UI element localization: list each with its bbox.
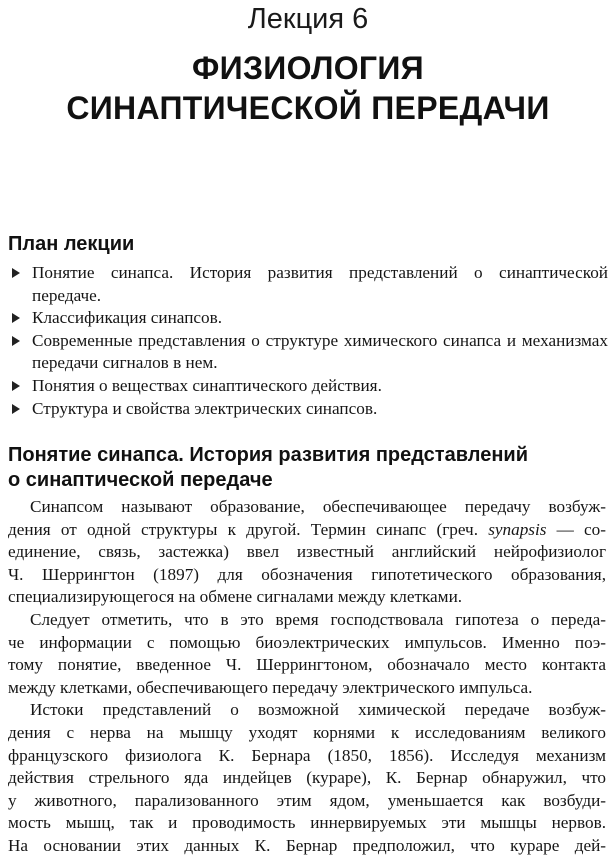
section-body (8, 496, 606, 858)
paragraph-line: французского физиолога К. Бернара (1850, 1856). Исследуя механизм (8, 745, 606, 765)
section-heading-line-1: Понятие синапса. История развития представлений (8, 444, 528, 466)
plan-item-text: Понятия о веществах синаптического действия. (32, 375, 382, 395)
paragraph-line: специализирующегося на обмене сигналами между клетками. (8, 587, 463, 607)
paragraph-line: Ч. Шеррингтон (1897) для обозначения гипотетического образования, (8, 564, 606, 584)
plan-item-text: Современные представления о структуре химического синапса и механизмах передачи сигналов в нем. (32, 330, 608, 373)
paragraph-line: Синапсом называют образование, обеспечивающее передачу возбуж- (30, 497, 606, 516)
plan-item (8, 262, 608, 307)
paragraph-line: между клетками, обеспечивающего передачу электрического импульса. (8, 677, 533, 697)
bullet-triangle-icon (12, 313, 20, 323)
plan-heading: План лекции (8, 233, 135, 255)
paragraph-line: тому понятие, введенное Ч. Шеррингтоном, обозначало место контакта (8, 655, 606, 675)
bullet-triangle-icon (12, 404, 20, 414)
paragraph-line: мость мышц, так и проводимость иннервируемых эти мышцы нервов. (8, 813, 606, 833)
plan-item-text: Понятие синапса. История развития представлений о синаптической передаче. (32, 263, 608, 305)
bullet-triangle-icon (12, 336, 20, 346)
plan-item (8, 375, 608, 398)
paragraph-line: Следует отметить, что в это время господствовала гипотеза о переда- (30, 609, 606, 629)
paragraph-line: дения с нерва на мышцу уходят корнями к исследованиям великого (8, 722, 606, 742)
plan-item (8, 307, 608, 330)
lecture-title-line-2: СИНАПТИЧЕСКОЙ ПЕРЕДАЧИ (66, 90, 550, 126)
plan-item-text: Классификация синапсов. (32, 308, 223, 328)
paragraph-line: действия стрельного яда индейцев (кураре), К. Бернар обнаружил, что (8, 768, 606, 788)
paragraph-line (8, 519, 606, 542)
paragraph-line: единение, связь, застежка) ввел известный английский нейрофизиолог (8, 542, 606, 562)
text-run: — со- (546, 519, 606, 539)
plan-list (8, 262, 608, 420)
paragraph-line: у животного, парализованного этим ядом, уменьшается как возбуди- (8, 790, 606, 810)
paragraph-line: На основании этих данных К. Бернар предположил, что кураре дей- (8, 835, 606, 855)
latin-term: synapsis (488, 519, 547, 539)
bullet-triangle-icon (12, 381, 20, 391)
section-heading-line-2: о синаптической передаче (8, 469, 273, 491)
paragraph-line: че информации с помощью биоэлектрических импульсов. Именно поэ- (8, 632, 606, 652)
lecture-title-line-1: ФИЗИОЛОГИЯ (192, 50, 424, 86)
plan-item (8, 398, 608, 421)
text-run: дения от одной структуры к другой. Термин синапс (греч. (8, 519, 489, 539)
plan-item-text: Структура и свойства электрических синапсов. (32, 398, 378, 418)
paragraph-line: Истоки представлений о возможной химической передаче возбуж- (30, 700, 606, 720)
bullet-triangle-icon (12, 268, 20, 278)
plan-item (8, 330, 608, 375)
lecture-number: Лекция 6 (247, 3, 369, 35)
